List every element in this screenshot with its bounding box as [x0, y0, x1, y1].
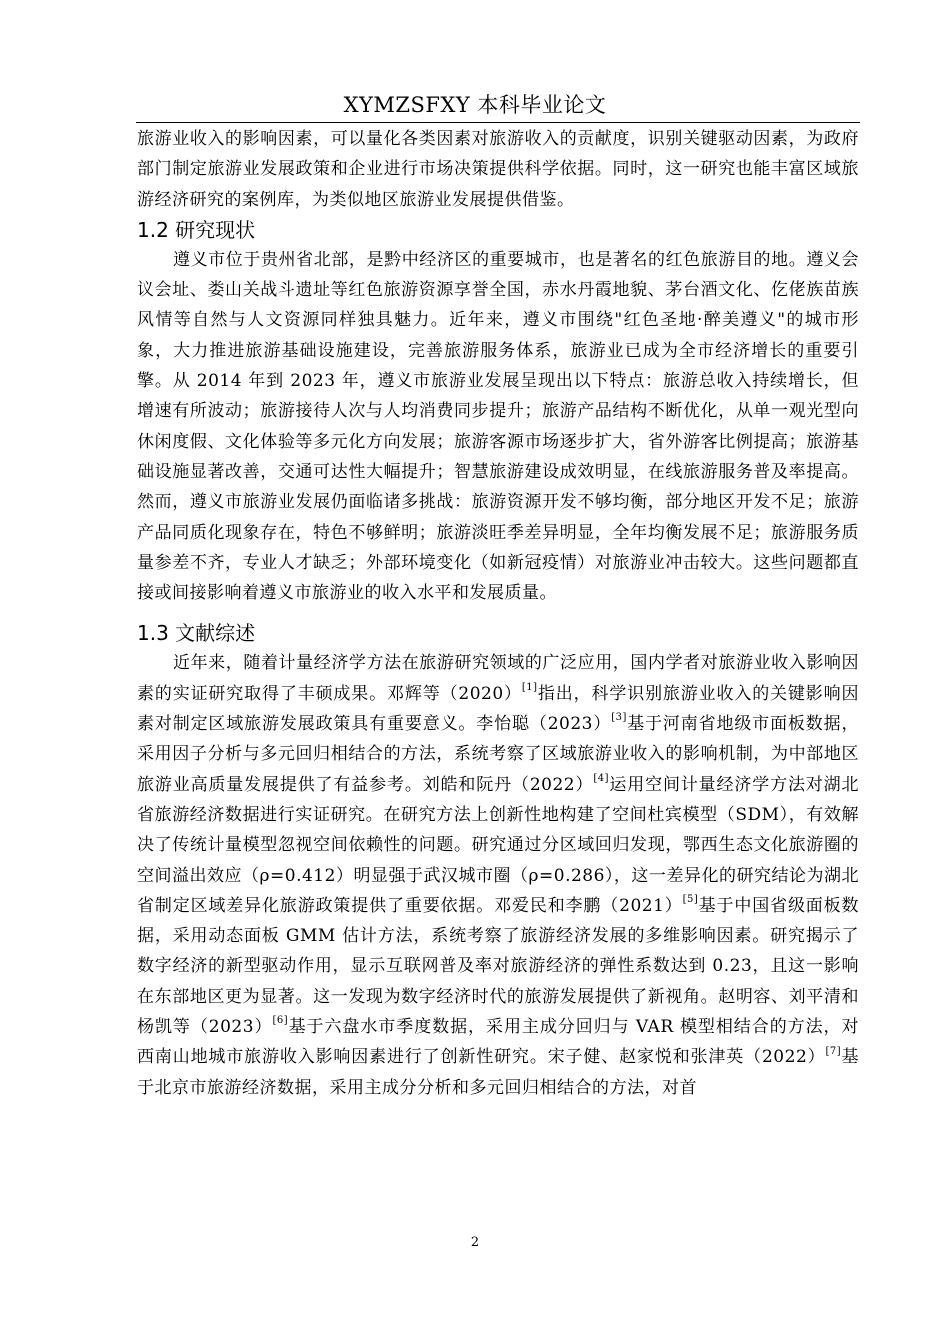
paragraph-research-status: 遵义市位于贵州省北部，是黔中经济区的重要城市，也是著名的红色旅游目的地。遵义会议会址、娄山关战斗遗址等红色旅游资源享誉全国，赤水丹霞地貌、茅台酒文化、仡佬族苗族风情等自然与人文资源同样独具魅力。近年来，遵义市围绕"红色圣地·醉美遵义"的城市形象，大力推进旅游基础设施建设，完善旅游服务体系，旅游业已成为全市经济增长的重要引擎。从 2014 年到 2023 年，遵义市旅游业发展呈现出以下特点：旅游总收入持续增长，但增速有所波动；旅游接待人次与人均消费同步提升；旅游产品结构不断优化，从单一观光型向休闲度假、文化体验等多元化方向发展；旅游客源市场逐步扩大，省外游客比例提高；旅游基础设施显著改善，交通可达性大幅提升；智慧旅游建设成效明显，在线旅游服务普及率提高。然而，遵义市旅游业发展仍面临诸多挑战：旅游资源开发不够均衡，部分地区开发不足；旅游产品同质化现象存在，特色不够鲜明；旅游淡旺季差异明显，全年均衡发展不足；旅游服务质量参差不齐，专业人才缺乏；外部环境变化（如新冠疫情）对旅游业冲击较大。这些问题都直接或间接影响着遵义市旅游业的收入水平和发展质量。 — [137, 249, 859, 604]
citation-ref: [6] — [272, 1015, 289, 1027]
text-segment: 基于六盘水市季度数据，采用主成分回归与 VAR 模型相结合的方法，对西南山地城市旅游收入影响因素进行了创新性研究。宋子健、赵家悦和张津英（2022） — [137, 1017, 859, 1068]
text-segment: 指出，科学识别旅游业收入的关键影响因素对制定区域旅游发展政策具有重要意义。李怡聪（2023） — [137, 683, 860, 735]
header-divider — [136, 122, 860, 123]
text-segment: 基于北京市旅游经济数据，采用主成分分析和多元回归相结合的方法，对首 — [137, 1047, 859, 1098]
citation-ref: [1] — [521, 682, 538, 694]
document-header — [0, 92, 950, 118]
text-segment: 基于河南省地级市面板数据，采用因子分析与多元回归相结合的方法，系统考察了区域旅游业收入的影响机制，为中部地区旅游业高质量发展提供了有益参考。刘皓和阮丹（2022） — [137, 714, 859, 795]
citation-ref: [7] — [825, 1045, 842, 1057]
section-heading-research-status: 1.2 研究现状 — [137, 217, 256, 242]
page-body — [137, 124, 859, 1103]
page-number-value: 2 — [470, 1235, 480, 1250]
header-title: XYMZSFXY 本科毕业论文 — [343, 93, 607, 117]
citation-ref: [3] — [611, 712, 627, 724]
citation-ref: [4] — [593, 772, 610, 784]
text-segment: 基于中国省级面板数据，采用动态面板 GMM 估计方法，系统考察了旅游经济发展的多维影响因素。研究揭示了数字经济的新型驱动作用，显示互联网普及率对旅游经济的弹性系数达到 0.23，且这一影响在东部地区更为显著。这一发现为数字经济时代的旅游发展提供了新视角。赵明容、刘平清和杨凯等（2023） — [137, 895, 860, 1038]
text-segment: 运用空间计量经济学方法对湖北省旅游经济数据进行实证研究。在研究方法上创新性地构建了空间杜宾模型（SDM），有效解决了传统计量模型忽视空间依赖性的问题。研究通过分区域回归发现，鄂西生态文化旅游圈的空间溢出效应（ρ=0.412）明显强于武汉城市圈（ρ=0.286），这一差异化的研究结论为湖北省制定区域差异化旅游政策提供了重要依据。邓爱民和李鹏（2021） — [137, 774, 860, 916]
paragraph-literature-review — [137, 648, 859, 1102]
section-heading-literature-review: 1.3 文献综述 — [137, 621, 256, 646]
text-segment: 近年来，随着计量经济学方法在旅游研究领域的广泛应用，国内学者对旅游业收入影响因素的实证研究取得了丰硕成果。邓辉等（2020） — [137, 653, 859, 704]
citation-ref: [5] — [682, 894, 699, 906]
page-number — [0, 1235, 950, 1250]
paragraph-intro-continuation: 旅游业收入的影响因素，可以量化各类因素对旅游收入的贡献度，识别关键驱动因素，为政府部门制定旅游业发展政策和企业进行市场决策提供科学依据。同时，这一研究也能丰富区域旅游经济研究的案例库，为类似地区旅游业发展提供借鉴。 — [137, 129, 859, 210]
